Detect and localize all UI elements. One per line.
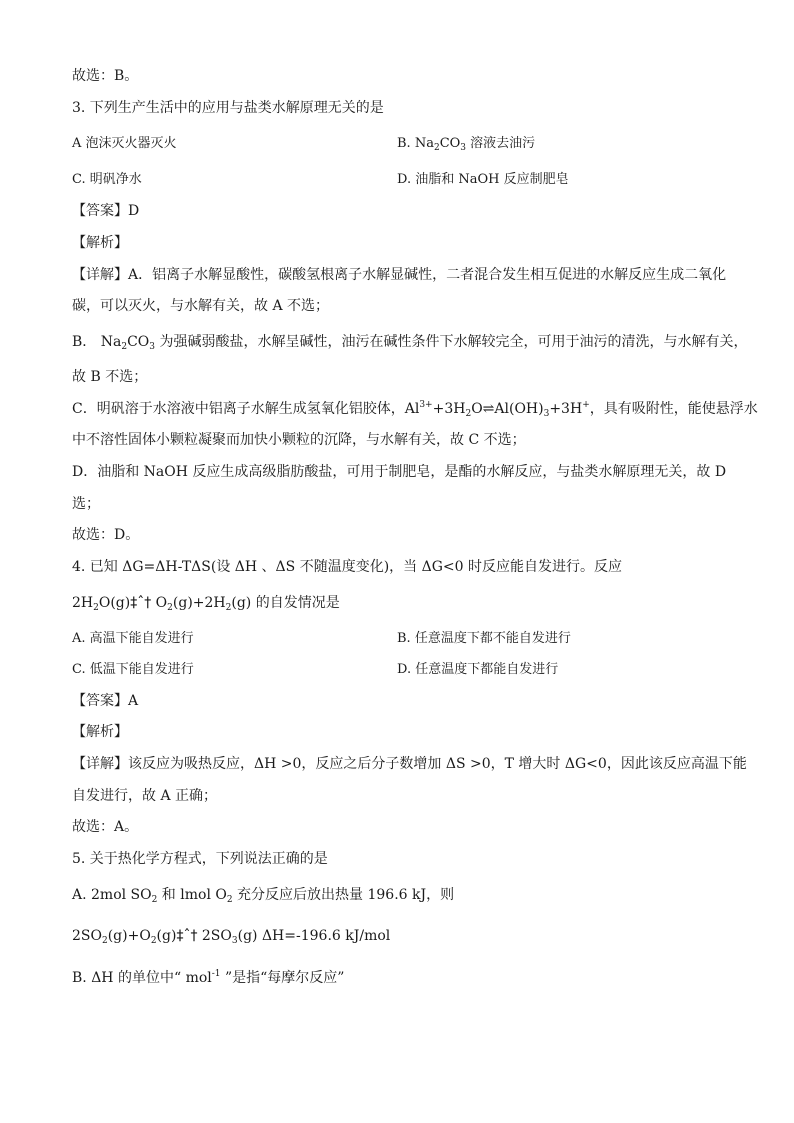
option-c: C. 低温下能自发进行 xyxy=(72,662,194,677)
answer-line: 【答案】D xyxy=(72,203,140,219)
option-a: A 泡沫灭火器灭火 xyxy=(72,136,177,151)
text-line: 故选：B。 xyxy=(72,68,139,84)
question-4-stem: 4. 已知 ΔG=ΔH-TΔS(设 ΔH 、ΔS 不随温度变化)，当 ΔG<0 时反应能自发进行。反应 xyxy=(72,559,622,575)
text-line: 【详解】该反应为吸热反应，ΔH >0，反应之后分子数增加 ΔS >0，T 增大时 ΔG<0，因此该反应高温下能 xyxy=(72,756,747,772)
option-b: B. $Na_2CO_3$ 溶液去油污 xyxy=(397,136,536,153)
text-line: B． $Na_2CO_3$ 为强碱弱酸盐，水解呈碱性，油污在碱性条件下水解较完全，可用于油污的清洗，与水解有关， xyxy=(72,334,748,352)
text-line: D．油脂和 NaOH 反应生成高级脂肪酸盐，可用于制肥皂，是酯的水解反应，与盐类水解原理无关，故 D xyxy=(72,464,727,480)
analysis-heading: 【解析】 xyxy=(72,235,128,251)
text-line: 故 B 不选； xyxy=(72,369,148,385)
option-b: B. ΔH 的单位中“ mol$^{-1}$ ”是指“每摩尔反应” xyxy=(72,969,345,986)
equation-line: $2H_2O(g)\ddagger ˆ\dagger$ $O_2(g)+2H_2(g)$ 的自发情况是 xyxy=(72,595,340,613)
equilibrium-arrow-icon: ‡ˆ† xyxy=(176,928,198,944)
text-line: 中不溶性固体小颗粒凝聚而加快小颗粒的沉降，与水解有关，故 C 不选； xyxy=(72,432,526,448)
option-a: A. 2mol $SO_2$ 和 lmol $O_2$ 充分反应后放出热量 196.6 kJ，则 xyxy=(72,887,455,905)
option-d: D. 油脂和 NaOH 反应制肥皂 xyxy=(397,172,569,187)
analysis-heading: 【解析】 xyxy=(72,724,128,740)
text-line: 自发进行，故 A 正确； xyxy=(72,788,218,804)
question-5-stem: 5. 关于热化学方程式，下列说法正确的是 xyxy=(72,851,328,867)
text-line: 【详解】A．铝离子水解显酸性，碳酸氢根离子水解显碱性，二者混合发生相互促进的水解反应生成二氧化 xyxy=(72,267,727,283)
text-line: C．明矾溶于水溶液中铝离子水解生成氢氧化铝胶体，$Al^{3+}+3H_2O\rightleftharpoons Al(OH)_3+3H^+$，具有吸附性，能使悬浮水 xyxy=(72,400,758,419)
text-line: 碳，可以灭火，与水解有关，故 A 不选； xyxy=(72,298,330,314)
option-d: D. 任意温度下都能自发进行 xyxy=(397,662,559,677)
text-line: 故选：A。 xyxy=(72,819,139,835)
equilibrium-arrow-icon: ‡ˆ† xyxy=(130,595,152,611)
option-b: B. 任意温度下都不能自发进行 xyxy=(397,631,571,646)
option-c: C. 明矾净水 xyxy=(72,172,142,187)
option-a: A. 高温下能自发进行 xyxy=(72,631,194,646)
question-3-stem: 3. 下列生产生活中的应用与盐类水解原理无关的是 xyxy=(72,100,384,116)
equation-line: $2SO_2(g)+O_2(g)\ddagger ˆ\dagger$ $2SO_3(g)$ ΔH=-196.6 kJ/mol xyxy=(72,928,391,946)
text-line: 故选：D。 xyxy=(72,527,140,543)
text-line: 选； xyxy=(72,496,100,512)
answer-line: 【答案】A xyxy=(72,693,139,709)
